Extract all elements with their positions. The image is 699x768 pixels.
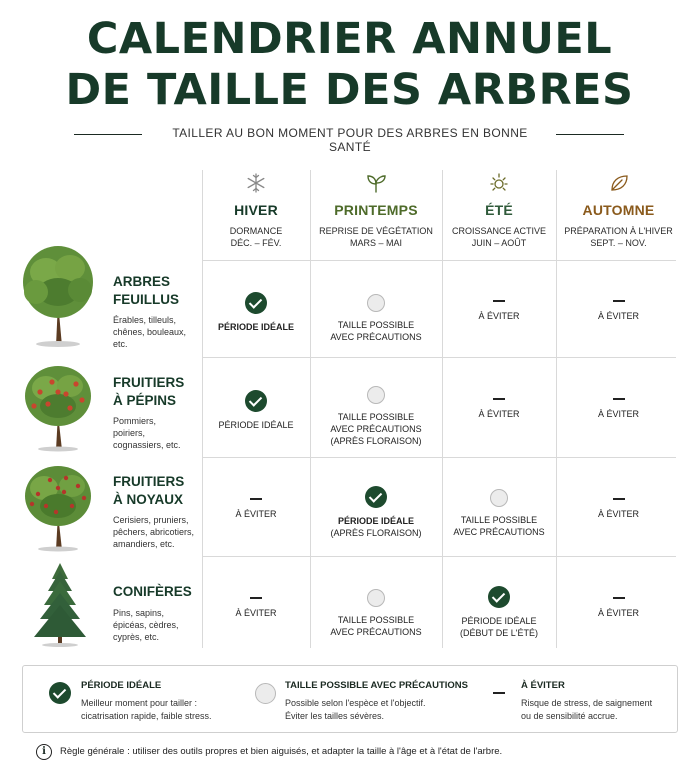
deciduous-tree-icon xyxy=(18,242,98,348)
cell-fruitiers-pepins-hiver: PÉRIODE IDÉALE xyxy=(202,390,310,431)
cell-fruitiers-pepins-printemps: TAILLE POSSIBLE AVEC PRÉCAUTIONS (APRÈS FLORAISON) xyxy=(310,386,442,447)
conifer-tree-icon xyxy=(30,561,90,647)
subtitle-rule-right xyxy=(556,134,624,135)
row-name: CONIFÈRES xyxy=(113,584,192,599)
subtitle-row xyxy=(0,126,699,154)
cell-arbres-feuillus-automne: À ÉVITER xyxy=(556,292,681,322)
row-label-fruitiers-pepins xyxy=(113,374,203,451)
grid-hline xyxy=(202,357,676,358)
grid-hline xyxy=(202,260,676,261)
season-header-printemps xyxy=(310,172,442,260)
sun-icon xyxy=(488,172,510,194)
dash-icon xyxy=(613,398,625,400)
subtitle-rule-left xyxy=(74,134,142,135)
cell-arbres-feuillus-printemps: TAILLE POSSIBLE AVEC PRÉCAUTIONS xyxy=(310,294,442,343)
legend-ideal: PÉRIODE IDÉALE Meilleur moment pour tailler : cicatrisation rapide, faible stress. xyxy=(81,680,212,721)
circle-icon xyxy=(490,489,508,507)
dash-icon xyxy=(493,398,505,400)
stone-fruit-tree-icon xyxy=(20,462,96,552)
row-name: FRUITIERS À NOYAUX xyxy=(113,474,185,507)
cell-fruitiers-pepins-automne: À ÉVITER xyxy=(556,390,681,420)
dash-icon xyxy=(250,597,262,599)
row-desc: Pins, sapins, épicéas, cèdres, cyprès, etc. xyxy=(113,608,179,642)
cell-fruitiers-noyaux-ete: TAILLE POSSIBLE AVEC PRÉCAUTIONS xyxy=(442,489,556,538)
cell-coniferes-ete: PÉRIODE IDÉALE (DÉBUT DE L'ÉTÉ) xyxy=(442,586,556,639)
check-icon xyxy=(49,682,71,704)
season-header-automne xyxy=(556,172,681,260)
row-label-arbres-feuillus xyxy=(113,273,203,350)
circle-icon xyxy=(367,294,385,312)
season-name: ÉTÉ xyxy=(485,202,513,218)
cell-coniferes-hiver: À ÉVITER xyxy=(202,589,310,619)
circle-icon xyxy=(255,683,276,704)
row-name: FRUITIERS À PÉPINS xyxy=(113,375,185,408)
sprout-icon xyxy=(365,172,387,194)
cell-arbres-feuillus-hiver: PÉRIODE IDÉALE xyxy=(202,292,310,333)
row-name: ARBRES FEUILLUS xyxy=(113,274,179,307)
grid-hline xyxy=(202,556,676,557)
season-name: HIVER xyxy=(234,202,278,218)
season-desc: DORMANCE DÉC. – FÉV. xyxy=(229,226,283,248)
season-header-hiver xyxy=(202,172,310,260)
row-desc: Pommiers, poiriers, cognassiers, etc. xyxy=(113,416,181,450)
season-name: AUTOMNE xyxy=(582,202,655,218)
leaf-icon xyxy=(608,172,630,194)
page-title-line2: DE TAILLE DES ARBRES xyxy=(65,65,634,115)
check-icon xyxy=(245,292,267,314)
grid-hline xyxy=(202,457,676,458)
legend-avoid: À ÉVITER Risque de stress, de saignement ou de sensibilité accrue. xyxy=(521,680,653,721)
legend-box xyxy=(22,665,678,733)
info-icon: i xyxy=(36,744,52,760)
dash-icon xyxy=(613,597,625,599)
row-label-fruitiers-noyaux xyxy=(113,473,203,550)
pome-fruit-tree-icon xyxy=(20,362,96,452)
page-title-line1: CALENDRIER ANNUEL xyxy=(86,14,613,64)
season-name: PRINTEMPS xyxy=(334,202,418,218)
row-label-coniferes xyxy=(113,583,203,643)
row-desc: Érables, tilleuls, chênes, bouleaux, etc. xyxy=(113,315,187,349)
cell-coniferes-automne: À ÉVITER xyxy=(556,589,681,619)
dash-icon xyxy=(613,498,625,500)
season-desc: REPRISE DE VÉGÉTATION MARS – MAI xyxy=(319,226,433,248)
cell-fruitiers-noyaux-printemps: PÉRIODE IDÉALE (APRÈS FLORAISON) xyxy=(310,486,442,539)
check-icon xyxy=(245,390,267,412)
cell-fruitiers-pepins-ete: À ÉVITER xyxy=(442,390,556,420)
season-desc: CROISSANCE ACTIVE JUIN – AOÛT xyxy=(451,226,547,248)
season-header-ete xyxy=(442,172,556,260)
check-icon xyxy=(365,486,387,508)
circle-icon xyxy=(367,589,385,607)
cell-coniferes-printemps: TAILLE POSSIBLE AVEC PRÉCAUTIONS xyxy=(310,589,442,638)
dash-icon xyxy=(493,300,505,302)
row-desc: Cerisiers, pruniers, pêchers, abricotiers, amandiers, etc. xyxy=(113,515,195,549)
dash-icon xyxy=(250,498,262,500)
circle-icon xyxy=(367,386,385,404)
snowflake-icon xyxy=(245,172,267,194)
legend-possible: TAILLE POSSIBLE AVEC PRÉCAUTIONS Possible selon l'espèce et l'objectif. Éviter les tailles sévères. xyxy=(285,680,468,721)
subtitle: TAILLER AU BON MOMENT POUR DES ARBRES EN BONNE SANTÉ xyxy=(172,126,528,154)
dash-icon xyxy=(493,692,505,694)
season-desc: PRÉPARATION À L'HIVER SEPT. – NOV. xyxy=(564,226,673,248)
check-icon xyxy=(488,586,510,608)
cell-fruitiers-noyaux-hiver: À ÉVITER xyxy=(202,490,310,520)
cell-fruitiers-noyaux-automne: À ÉVITER xyxy=(556,490,681,520)
cell-arbres-feuillus-ete: À ÉVITER xyxy=(442,292,556,322)
dash-icon xyxy=(613,300,625,302)
